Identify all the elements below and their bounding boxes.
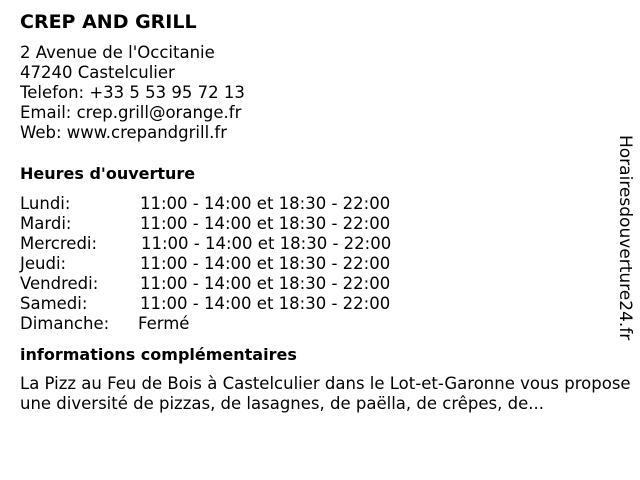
address-street: 2 Avenue de l'Occitanie <box>20 43 215 62</box>
opening-hours-list <box>20 194 620 334</box>
opening-hours-heading: Heures d'ouverture <box>20 164 196 183</box>
day-hours: 11:00 - 14:00 et 18:30 - 22:00 <box>141 234 392 253</box>
day-hours: 11:00 - 14:00 et 18:30 - 22:00 <box>140 254 391 273</box>
day-label: Samedi: <box>20 294 88 313</box>
phone-number: Telefon: +33 5 53 95 72 13 <box>20 83 245 102</box>
day-hours: Fermé <box>138 314 190 333</box>
hours-row-mardi <box>20 214 620 234</box>
additional-info-heading: informations complémentaires <box>20 345 297 364</box>
site-watermark: Horairesdouverture24.fr <box>615 135 635 341</box>
day-label: Jeudi: <box>20 254 67 273</box>
day-hours: 11:00 - 14:00 et 18:30 - 22:00 <box>140 214 391 233</box>
day-label: Lundi: <box>20 194 71 213</box>
day-label: Mardi: <box>20 214 72 233</box>
address-city: 47240 Castelculier <box>20 63 175 82</box>
hours-row-mercredi <box>20 234 620 254</box>
day-label: Mercredi: <box>20 234 98 253</box>
day-label: Vendredi: <box>20 274 99 293</box>
email-address: Email: crep.grill@orange.fr <box>20 103 242 122</box>
day-label: Dimanche: <box>20 314 110 333</box>
day-hours: 11:00 - 14:00 et 18:30 - 22:00 <box>140 194 391 213</box>
additional-info-text: La Pizz au Feu de Bois à Castelculier dans le Lot-et-Garonne vous propose une diversité de pizzas, de lasagnes, de paëlla, de crêpes, de... <box>20 374 631 413</box>
hours-row-samedi <box>20 294 620 314</box>
day-hours: 11:00 - 14:00 et 18:30 - 22:00 <box>140 274 391 293</box>
hours-row-lundi <box>20 194 620 214</box>
day-hours: 11:00 - 14:00 et 18:30 - 22:00 <box>140 294 391 313</box>
contact-block <box>20 43 620 143</box>
website: Web: www.crepandgrill.fr <box>20 123 227 142</box>
hours-row-vendredi <box>20 274 620 294</box>
business-name: CREP AND GRILL <box>20 11 197 33</box>
hours-row-dimanche <box>20 314 620 334</box>
hours-row-jeudi <box>20 254 620 274</box>
